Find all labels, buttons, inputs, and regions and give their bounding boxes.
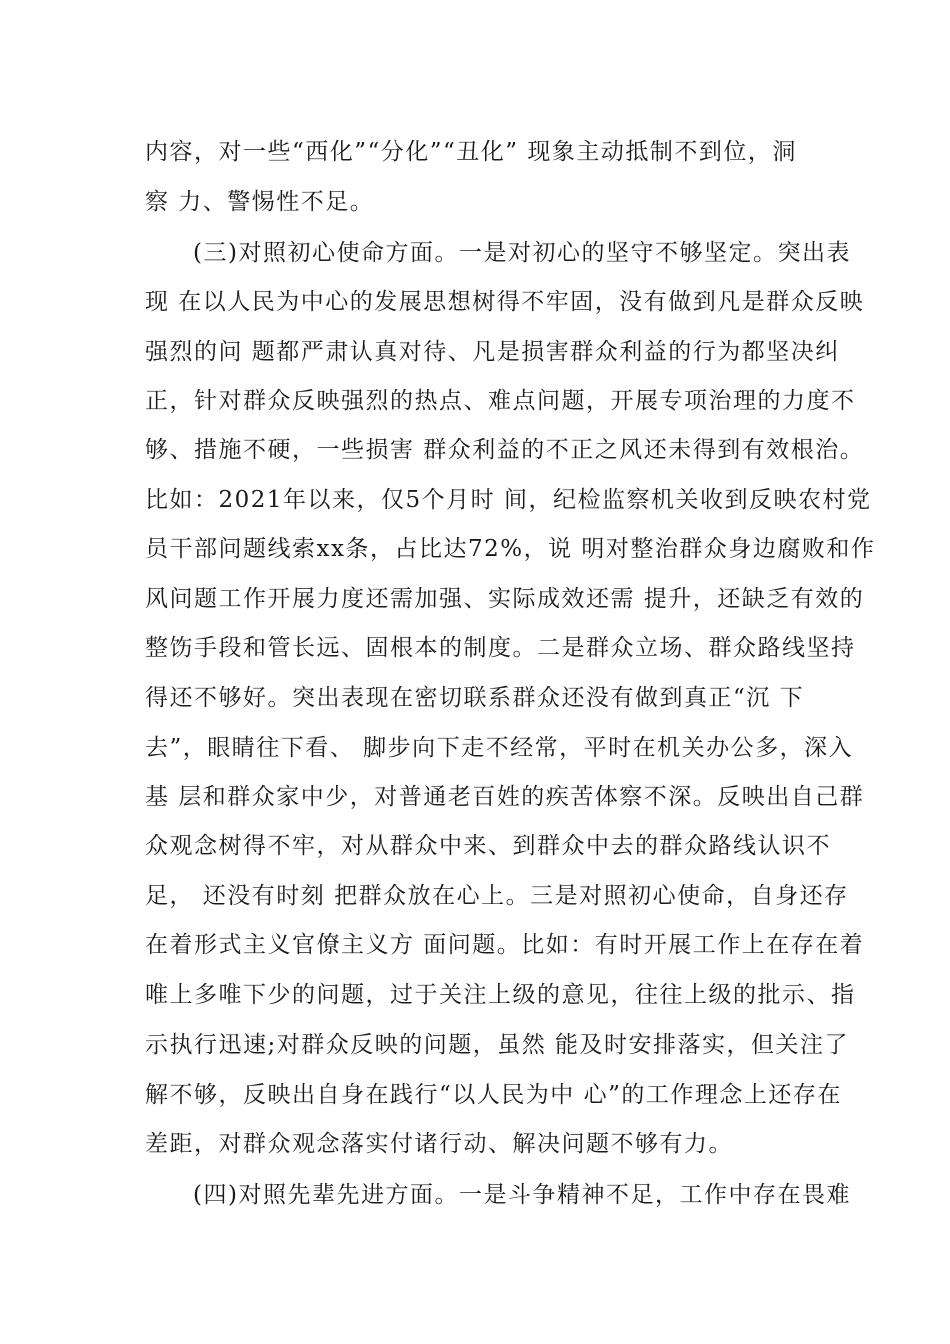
text-line: 唯上多唯下少的问题，过于关注上级的意见，往往上级的批示、指 [145, 982, 856, 1008]
text-line: 足， 还没有时刻 把群众放在心上。三是对照初心使命，自身还存 [145, 883, 849, 909]
text-line: 解不够，反映出自身在践行“以人民为中 心”的工作理念上还存在 [145, 1082, 842, 1108]
text-line: 强烈的问 题都严肃认真对待、凡是损害群众利益的行为都坚决纠 [145, 339, 840, 365]
text-line: 比如：2021年以来，仅5个月时 间，纪检监察机关收到反映农村党 [145, 487, 872, 513]
text-line: 整饬手段和管长远、固根本的制度。二是群众立场、群众路线坚持 [145, 635, 856, 661]
section-heading-line: (三)对照初心使命方面。一是对初心的坚守不够坚定。突出表 [193, 240, 851, 266]
text-line: 示执行迅速;对群众反映的问题，虽然 能及时安排落实，但关注了 [145, 1032, 850, 1058]
text-line: 在着形式主义官僚主义方 面问题。比如：有时开展工作上在存在着 [145, 932, 865, 958]
text-line: 内容，对一些“西化”“分化”“丑化” 现象主动抵制不到位，洞 [145, 139, 797, 165]
text-line: 察 力、警惕性不足。 [145, 189, 375, 215]
section-heading-line: (四)对照先辈先进方面。一是斗争精神不足，工作中存在畏难 [193, 1182, 851, 1208]
text-line: 够、措施不硬，一些损害 群众利益的不正之风还未得到有效根治。 [145, 437, 865, 463]
text-line: 众观念树得不牢，对从群众中来、到群众中去的群众路线认识不 [145, 833, 831, 859]
text-line: 差距，对群众观念落实付诸行动、解决问题不够有力。 [145, 1131, 733, 1157]
text-line: 去”，眼睛往下看、 脚步向下走不经常，平时在机关办公多，深入 [145, 735, 854, 761]
text-line: 员干部问题线索xx条，占比达72%，说 明对整治群众身边腐败和作 [145, 536, 876, 562]
text-line: 现 在以人民为中心的发展思想树得不牢固，没有做到凡是群众反映 [145, 289, 865, 315]
text-line: 得还不够好。突出表现在密切联系群众还没有做到真正“沉 下 [145, 685, 805, 711]
text-line: 风问题工作开展力度还需加强、实际成效还需 提升，还缺乏有效的 [145, 586, 865, 612]
text-line: 正，针对群众反映强烈的热点、难点问题，开展专项治理的力度不 [145, 388, 856, 414]
text-line: 基 层和群众家中少，对普通老百姓的疾苦体察不深。反映出自己群 [145, 784, 865, 810]
